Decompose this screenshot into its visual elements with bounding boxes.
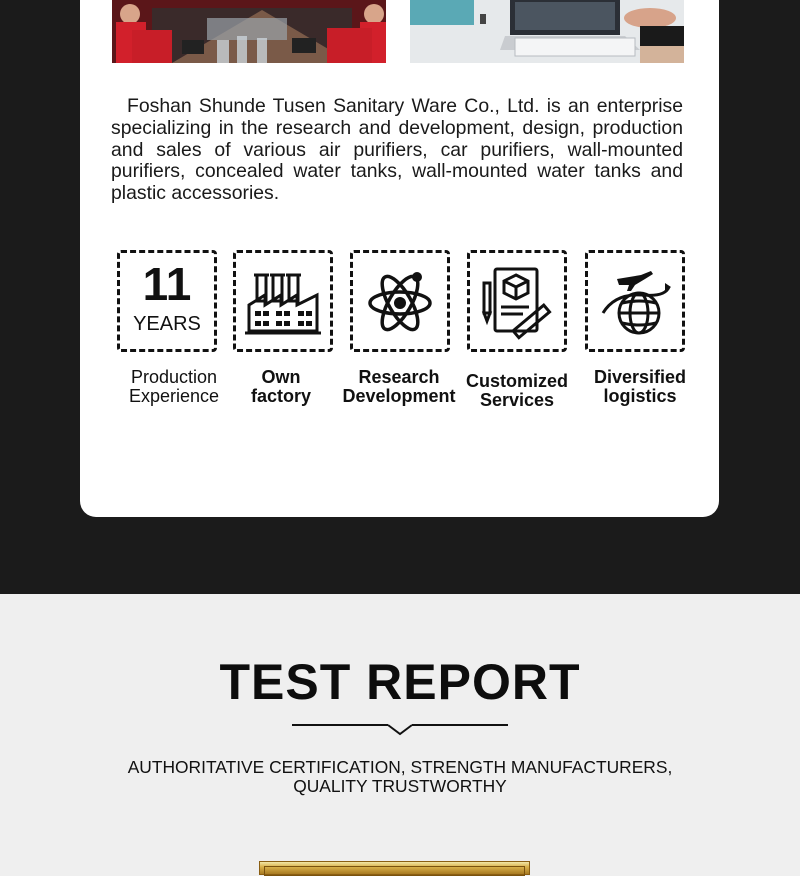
caption-line-2: Development [342,386,456,406]
product-box-icon [477,261,557,341]
caption-line-2: Services [479,390,555,410]
caption-line-1: Research [358,367,440,387]
caption-line-2: logistics [603,386,677,406]
atom-icon [360,261,440,341]
title-divider [292,718,508,736]
feature-caption [565,368,715,406]
section-subtitle: AUTHORITATIVE CERTIFICATION, STRENGTH MANUFACTURERS, QUALITY TRUSTWORTHY [127,757,673,796]
feature-icon-box [467,250,567,352]
office-laptop-photo [410,0,684,63]
feature-icon-box [233,250,333,352]
caption-line-2: factory [250,386,312,406]
team-meeting-photo [112,0,386,63]
caption-line-1: Diversified [593,367,687,387]
certificate-frame [259,861,530,875]
feature-icon-box [585,250,685,352]
feature-icon-box [350,250,450,352]
years-badge [117,250,217,352]
company-description: Foshan Shunde Tusen Sanitary Ware Co., Ltd. is an enterprise specializing in the research and development, design, production and sales of various air purifiers, car purifiers, wall-mounted purifiers, concealed water tanks, wall-mounted water tanks and plastic accessories. [111,95,683,205]
globe-plane-icon [595,261,675,341]
factory-icon [243,261,323,341]
caption-line-1: Customized [465,371,568,391]
years-label: YEARS [133,313,201,335]
caption-line-1: Production [130,367,218,387]
caption-line-2: Experience [128,386,220,406]
years-number: 11 [142,258,192,310]
caption-line-1: Own [261,367,301,387]
section-title: TEST REPORT [219,654,581,710]
